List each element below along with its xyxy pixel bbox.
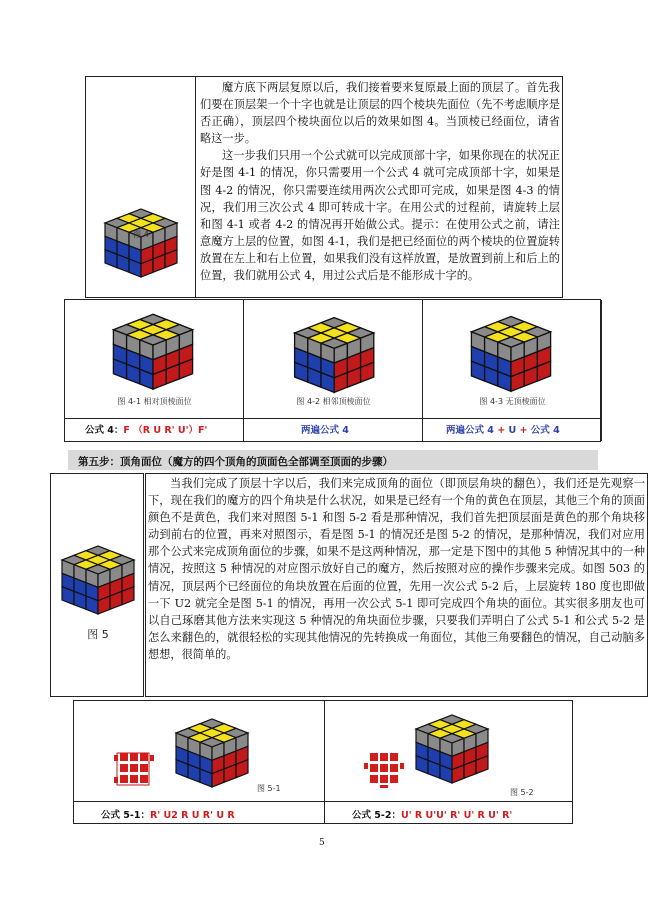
figure-5-cell (50, 473, 144, 697)
formula-4-2-text: 两遍公式 4 (301, 425, 349, 436)
figure-4-3-cell (423, 300, 602, 441)
figure-4-1-cell (65, 300, 244, 441)
formula-5-1-moves: R' U2 R U R' U R (149, 810, 235, 821)
step-5-heading: 第五步：顶角面位（魔方的四个顶角的顶面色全部调至顶面的步骤） (68, 450, 598, 470)
cube-figure-5 (51, 522, 145, 642)
figure-4-cell (86, 77, 196, 297)
figure-5-1-caption: 图 5-1 (257, 784, 281, 793)
step-5-text: 当我们完成了顶层十字以后，我们来完成顶角的面位（即顶层角块的翻色），我们还是先观察一下，现在我们的魔方的四个角块是什么状况，如果是已经有一个角的黄色在顶层，其他三个角的顶面颜色不是黄色，我们来对照图 5-1 和图 5-2 看是那种情况，我们首先把顶层面是黄色的那个角块移动到前右的位置，再来对照图示，看是图 5-1 的情况还是图 5-2 的情况，是那种情况，我们对应用那个公式来完成顶角面位的步骤，如果不是这两种情况，那一定是下图中的其他 5 种情况其中的一种情况，按照这 5 种情况的对应图示放好自己的魔方，然后按照对应的操作步骤来完成。如图 503 的情况，顶层两个已经面位的角块放置在后面的位置，先用一次公式 5-2 后，上层旋转 180 度也即做一下 U2 就完全是图 5-1 的情况，再用一次公式 5-1 即可完成四个角块的面位。其实很多朋友也可以自己琢磨其他方法来实现这 5 种情况的角块面位步骤，只要我们弄明白了公式 5-1 和公式 5-2 是怎么来翻色的，就很轻松的实现其他情况的先转换成一角面位，其他三角要翻色的情况，自己动脑多想想，很简单的。 (148, 477, 645, 661)
formula-5-1 (101, 807, 235, 821)
step-5-box (50, 473, 645, 698)
figure-4-1-caption: 图 4-1 相对顶棱面位 (117, 397, 192, 406)
intro-paragraph-1: 魔方底下两层复原以后，我们接着要来复原最上面的顶层了。首先我们要在顶层架一个十字也就是让顶层的四个棱块先面位（先不考虑顺序是否正确），顶层四个棱块面位以后的效果如图 4。当顶棱已经面位，请省略这一步。 (200, 81, 560, 146)
formula-5-1-label: 公式 5-1： (101, 810, 150, 821)
intro-text (200, 79, 560, 284)
formula-5-table (73, 700, 573, 824)
page-number: 5 (319, 838, 325, 848)
figure-5-1 (74, 701, 324, 801)
formula-4-moves: F （R U R' U'）F' (123, 425, 208, 436)
figure-4-3-caption: 图 4-3 无顶棱面位 (479, 397, 546, 406)
formula-5-2-moves: U' R U'U' R' U' R U' R' (400, 810, 513, 821)
figure-4-2-cell (244, 300, 423, 441)
formula-4-3: 两遍公式 4 + U + 公式 4 (446, 425, 560, 436)
figure-5-2-caption: 图 5-2 (510, 788, 534, 797)
formula-4-table (64, 299, 601, 442)
formula-4-label: 公式 4： (85, 425, 124, 436)
formula-5-2 (352, 807, 512, 821)
intro-box (85, 76, 563, 298)
step-5-text-cell (145, 473, 648, 697)
figure-5-caption: 图 5 (87, 628, 109, 641)
formula-4 (85, 422, 207, 436)
formula-5-2-label: 公式 5-2： (352, 810, 401, 821)
figure-4-2-caption: 图 4-2 相邻顶棱面位 (296, 397, 371, 406)
figure-5-2 (324, 701, 574, 801)
intro-paragraph-2: 这一步我们只用一个公式就可以完成顶部十字，如果你现在的状况正好是图 4-1 的情况，你只需要用一个公式 4 就可完成顶部十字，如果是图 4-2 的情况，你只需要连续用两次公式即可完成，如果是图 4-3 的情况，我们用三次公式 4 即可转成十字。在用公式的过程前，请旋转上层和图 4-1 或者 4-2 的情况再开始做公式。提示：在使用公式之前，请注意魔方上层的位置，如图 4-1，我们是把已经面位的两个棱块的位置旋转放置在左上和右上位置，如果我们没有这样放置，是放置到前上和后上的位置，我们就用公式 4，用过公式后是不能形成十字的。 (200, 149, 560, 283)
figure-4-caption: 图 4 (133, 230, 149, 239)
